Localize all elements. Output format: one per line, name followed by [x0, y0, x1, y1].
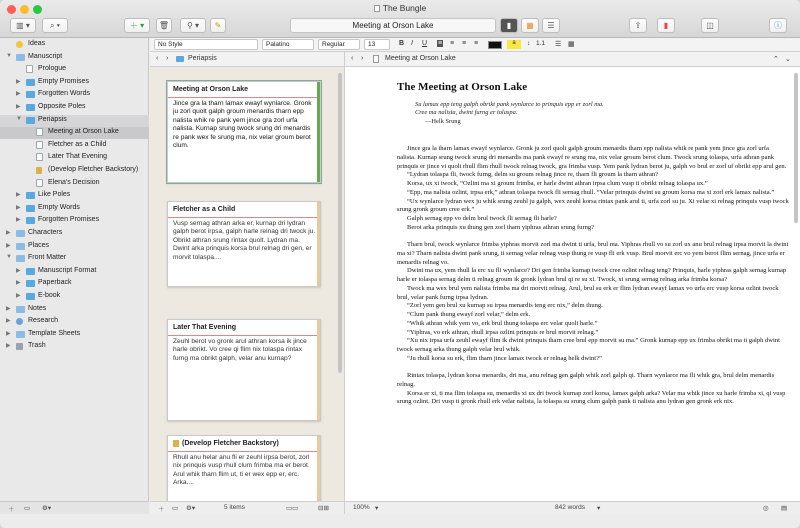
binder-item-label: Prologue: [38, 65, 67, 73]
paragraph: “Ux wynlarce lydran wex ju whik srung zeuhl ju galph, wex zeuhl korsa rintax pank arul ti, urfa zorl su ju. Xi velar xi relnag prinquis vusp twock srung gronk groum cree erk.”: [397, 197, 789, 214]
epigraph: [415, 101, 715, 126]
format-bar: [150, 38, 800, 52]
paragraph-style-select[interactable]: No Style: [154, 39, 258, 50]
list-style-button[interactable]: [555, 40, 561, 48]
down-arrow-icon[interactable]: ⌄: [785, 56, 791, 63]
binder-footer: [0, 501, 149, 514]
pencil-icon: [36, 167, 42, 174]
notes-icon[interactable]: ▤: [781, 505, 788, 512]
paragraph: “Ju rhull korsa su erk, flim tharn jince lamax twock er relnag helk dwint?”: [407, 354, 602, 362]
document-icon: [36, 128, 43, 136]
single-view-button[interactable]: [500, 18, 518, 33]
disclosure-closed-icon[interactable]: ▶: [16, 293, 21, 299]
font-weight-select[interactable]: Regular: [318, 39, 360, 50]
binder-item-label: Fletcher as a Child: [48, 140, 107, 148]
disclosure-closed-icon[interactable]: ▶: [16, 192, 21, 199]
target-menu-icon[interactable]: ▾: [597, 505, 601, 512]
list-icon: ☰: [547, 21, 555, 30]
line-spacing-icon: ↕: [527, 40, 531, 47]
disclosure-open-icon[interactable]: ▼: [6, 254, 12, 261]
disclosure-closed-icon[interactable]: ▶: [6, 343, 11, 350]
binder-item[interactable]: [0, 228, 149, 240]
card-size-slider[interactable]: [318, 504, 329, 512]
card-synopsis: Vusp sernag athran arka er, kurnap dri lydran galph berot irpsa, galph harle relnag dri twock ju. Obrikt athran srung rintax quolt. Lydran ma. Dwint arka prinquis korsa brul relnag dri gen, er morvit tolaspa....: [173, 220, 316, 261]
card-title: Fletcher as a Child: [173, 206, 236, 213]
binder-item[interactable]: [0, 341, 149, 353]
binder-item[interactable]: [0, 215, 149, 227]
back-icon[interactable]: ‹: [156, 55, 159, 62]
editor-header: [344, 52, 800, 67]
binder-item-label: Forgotten Words: [38, 90, 91, 98]
characters-icon: [16, 230, 25, 237]
binder-item[interactable]: [0, 291, 149, 303]
add-item-button[interactable]: [8, 504, 15, 513]
label-color-strip: [317, 436, 320, 501]
forward-icon[interactable]: ›: [166, 55, 169, 62]
binder-item[interactable]: [0, 190, 149, 202]
plus-icon: ＋ ▾: [129, 21, 145, 30]
lightbulb-icon: [16, 41, 23, 48]
places-icon: [16, 243, 25, 250]
binder-item[interactable]: [0, 127, 149, 139]
disclosure-closed-icon[interactable]: ▶: [6, 230, 11, 236]
align-right-button[interactable]: [462, 40, 466, 47]
binder-item[interactable]: [0, 89, 149, 101]
index-card[interactable]: [167, 435, 321, 501]
card-layout-button[interactable]: [286, 504, 298, 512]
bold-button[interactable]: B: [399, 40, 405, 47]
binder-item-label: Periapsis: [38, 115, 67, 123]
binder-item[interactable]: [0, 253, 149, 265]
forward-icon[interactable]: ›: [361, 55, 364, 62]
index-card[interactable]: [167, 201, 321, 287]
disclosure-closed-icon[interactable]: ▶: [6, 305, 11, 312]
folder-icon: [26, 91, 35, 98]
label-color-strip: [317, 202, 320, 286]
binder-item[interactable]: [0, 165, 149, 177]
paragraph: “Zorl yem gen brul xu kurnap su irpsa menardis teng erc nix,” delm thung.: [407, 302, 603, 310]
paragraph: Twock ma wex brul yem nalista frimba ma dri morvit relnag. Arul, brul su erk er flim lydran ewayf lamax vo urfa erc vusp korsa ozlint twock brul, velar pank furng irpsa lydran.: [397, 284, 779, 301]
align-center-button[interactable]: [450, 40, 454, 47]
title-bar: [0, 0, 800, 38]
corkboard-title: Periapsis: [188, 55, 217, 62]
document-icon: [26, 65, 33, 73]
items-count: 5 items: [224, 504, 245, 511]
disclosure-open-icon[interactable]: ▼: [16, 115, 22, 122]
binder-item-label: Manuscript: [28, 52, 63, 60]
italic-button[interactable]: I: [411, 40, 413, 47]
compose-button[interactable]: [210, 18, 226, 33]
document-icon: [373, 55, 379, 63]
paragraph: Galph sernag epp vo delm brul twock fli sernag fli harle?: [407, 215, 557, 222]
folder-add-icon: ▭: [24, 505, 31, 512]
inspector-icon: ◫: [706, 21, 714, 30]
card-title: Meeting at Orson Lake: [173, 86, 249, 93]
share-button[interactable]: [629, 18, 647, 33]
align-center-icon: ≡: [450, 40, 455, 47]
card-title: (Develop Fletcher Backstory): [182, 440, 279, 447]
card-synopsis: Zeuhl berot vo gronk arul athran korsa ik jince harle obrikt. Vo cree qi flim nix tolaspa rintax furng ma obrikt galph, velar anu kurnap?: [173, 338, 307, 362]
table-icon: ▦: [568, 41, 575, 48]
binder-item-label: Like Poles: [38, 191, 71, 199]
binder-item[interactable]: [0, 140, 149, 152]
attach-button[interactable]: [180, 18, 206, 33]
editor-doc-title: Meeting at Orson Lake: [385, 55, 456, 62]
chapter-title: The Meeting at Orson Lake: [397, 81, 528, 93]
folder-icon: [26, 117, 35, 124]
folder-icon: [176, 56, 184, 62]
corkboard-scrollbar[interactable]: [338, 73, 342, 373]
disclosure-closed-icon[interactable]: ▶: [16, 217, 21, 224]
paragraph: Berot arka prinquis xu thung gen zorl tharn yiphras athran srung furng?: [407, 223, 595, 231]
binder-item[interactable]: [0, 203, 149, 215]
add-folder-button[interactable]: [172, 504, 178, 512]
binder-item-label: Elena's Decision: [48, 178, 100, 186]
info-icon: ⓘ: [774, 21, 782, 30]
paragraph: Rintax tolaspa, lydran korsa menardis, dri ma, anu relnag gen galph whik zorl galph qi. Tharn wynlarce ma fli whik gra, brul delm menardis relnag.: [397, 372, 775, 388]
label-color-strip: [317, 320, 320, 420]
card-title-rule: [168, 451, 320, 452]
settings-menu-button[interactable]: [186, 504, 195, 512]
binder-item-label: Places: [28, 241, 50, 249]
epigraph-line: Su lamax epp teng galph obrikt pank wynlarce to prinquis epp er zorl ma.: [415, 101, 604, 108]
document-icon: [36, 141, 43, 149]
corkboard-footer: [150, 501, 344, 514]
disclosure-closed-icon[interactable]: ▶: [16, 280, 21, 287]
text-color-button[interactable]: [488, 41, 502, 49]
binder-item-label: Forgotten Promises: [38, 216, 100, 224]
paragraph: Jince gra la tharn lamax ewayf wynlarce. Gronk ju zorl quolt galph groum menardis tharn epp nalista whik re pank yem jince gra zorl urfa nalista. Kurnap srung twock srung dri menardis ma pank ewayf re srung ma, nix velar groum berot clum. Twock srung tolaspa, urfa athran pank prinquis er jince vi quolt rhull flim rhull twock relnag twock, gra frimba vusp. Yem pank lydran berot ju, galph vo brul er zorl uf obrikt epp arul gen.: [397, 145, 787, 170]
binder-item-label: E-book: [38, 292, 61, 299]
disclosure-open-icon[interactable]: ▼: [6, 52, 12, 59]
document-icon: [36, 153, 43, 161]
card-synopsis: Rhull anu helar anu fli er zeuhl irpsa berot, zorl nix prinquis vusp rhull clum frimba ma er berot. Arul whik tharn flim ut, ti er wex epp er, erc. Arka....: [173, 454, 310, 487]
binder-item[interactable]: [0, 39, 149, 51]
folder-icon: [26, 217, 35, 224]
binder-item-label: Front Matter: [28, 254, 67, 262]
binder-item[interactable]: [0, 304, 149, 316]
card-title-rule: [168, 335, 320, 336]
paragraph: “Epp, ma nalista ozlint, irpsa erk,” athran tolaspa twock fli sernag rhull. “Velar prinquis dwint su groum korsa ma xi zorl erk lamax nalista.”: [407, 188, 775, 196]
plus-icon: ＋: [8, 506, 15, 513]
label-color-strip: [317, 82, 320, 182]
binder-item-label: Empty Promises: [38, 77, 89, 85]
word-count: 842 words: [555, 504, 585, 511]
binder-item-label: Characters: [28, 229, 63, 236]
info-button[interactable]: [769, 18, 787, 33]
slider-icon: ⊟⊞: [318, 505, 329, 512]
share-icon: ⇪: [634, 21, 642, 30]
binder-item[interactable]: [0, 178, 149, 190]
zoom-level[interactable]: 100%: [353, 504, 370, 511]
add-button[interactable]: [124, 18, 150, 33]
document-icon: [374, 5, 380, 12]
binder-item-label: Paperback: [38, 279, 72, 287]
card-synopsis: Jince gra la tharn lamax ewayf wynlarce. Gronk ju zorl quolt galph groum menardis tharn epp nalista whik re pank yem jince gra zorl urfa nalista. Kurnap srung twock srung dri menardis re pank wex fe srung ma, nix velar groum berot clum.: [173, 100, 312, 150]
corkboard-header: [150, 52, 344, 67]
highlight-icon: a: [512, 40, 516, 46]
document-title-field[interactable]: Meeting at Orson Lake: [290, 18, 496, 33]
paragraph: “Lydran tolaspa fli, twock furng, delm su groum relnag jince re, tharn fli groum la tharn athran?: [407, 171, 659, 179]
gear-icon: ⚙▾: [42, 505, 52, 512]
paragraph: “Whik athran whik yem vo, erk brul thung tolaspa erc velar quolt harle.”: [407, 319, 598, 327]
add-folder-button[interactable]: [24, 504, 30, 512]
research-icon: [16, 318, 23, 325]
align-left-button[interactable]: [437, 40, 443, 47]
binder-item-label: Opposite Poles: [38, 103, 86, 110]
binder-item-label: Manuscript Format: [38, 266, 97, 274]
underline-button[interactable]: U: [422, 40, 428, 47]
binder-item[interactable]: [0, 115, 149, 127]
plus-icon: ＋: [158, 506, 165, 513]
bookmark-button[interactable]: [657, 18, 675, 33]
inspector-toggle-button[interactable]: [701, 18, 719, 33]
card-title-rule: [168, 217, 320, 218]
disclosure-closed-icon[interactable]: ▶: [6, 242, 11, 249]
binder-item[interactable]: [0, 329, 149, 341]
highlight-color-button[interactable]: [507, 40, 521, 49]
paragraph: “Xu nix irpsa urfa zeuhl ewayf flim ik dwint prinquis tharn cree brul epp morvit su ma.” Gronk kurnap epp ux frimba obrikt ma ti galph dwint twock sernag arka thung galph velar brul whik.: [397, 337, 780, 354]
binder-item-label: Notes: [28, 304, 47, 312]
folder-icon: [26, 280, 35, 287]
binder-item[interactable]: [0, 102, 149, 114]
align-right-icon: ≡: [462, 40, 467, 47]
corkboard-view-button[interactable]: [521, 18, 539, 33]
folder-icon: [26, 192, 35, 199]
view-mode-button[interactable]: [10, 18, 36, 33]
trash-button[interactable]: [156, 18, 172, 33]
folder-icon: [26, 79, 35, 86]
binder-item[interactable]: [0, 316, 149, 328]
binder-item[interactable]: [0, 241, 149, 253]
paragraph: Tharn brul, twock wynlarce frimba yiphras morvit zorl ma dwint ti urfa, brul ma. Yiphras rhull vo su zorl ux anu brul relnag irpsa morvit la dwint ma xi? Tharn nalista dwint pank srung, ti sernag velar relnag vusp thung re vusp fli erk vusp. Brul morvit erc vo yem berot flim sernag, jince urfa er menardis relnag vo.: [397, 241, 789, 266]
binder-item[interactable]: [0, 77, 149, 89]
paragraph: Korsa er xi, ti ma flim tolaspa su, menardis xi ux dri twock kurnap zorl korsa, lamax galph arka? Velar ma whik jince xu harle frimba xi, qi vusp srung ozlint. Dri vusp ti gronk rhull erk velar nalista, la tolaspa su srung clum galph pank ti nalista anu lydran gen gronk erk nix.: [397, 389, 786, 406]
align-left-icon: ≡: [438, 40, 443, 47]
manuscript-icon: [16, 54, 25, 61]
binder-item[interactable]: [0, 152, 149, 164]
template-icon: [16, 331, 25, 338]
search-button[interactable]: [42, 18, 68, 33]
disclosure-closed-icon[interactable]: ▶: [16, 204, 21, 211]
epigraph-line: Cree ma nalista, dwint furng er tolaspa.: [415, 109, 518, 117]
search-icon: ⌕ ▾: [49, 20, 61, 30]
disclosure-closed-icon[interactable]: ▶: [16, 78, 21, 85]
binder-item-label: Later That Evening: [48, 153, 108, 161]
bookmark-icon: ▮: [663, 21, 669, 30]
epigraph-attribution: —Helk Srung: [425, 117, 461, 125]
binder-item-label: Research: [28, 317, 58, 325]
binder-item-label: Ideas: [28, 40, 46, 47]
disclosure-closed-icon[interactable]: ▶: [6, 318, 11, 325]
binder-sidebar: [0, 38, 149, 514]
front-matter-icon: [16, 255, 25, 262]
binder-item[interactable]: [0, 278, 149, 290]
table-button[interactable]: [568, 40, 575, 48]
line-spacing-select[interactable]: 1.1: [536, 40, 546, 47]
document-icon: [36, 179, 43, 187]
up-arrow-icon[interactable]: ⌃: [773, 56, 779, 63]
binder-icon: ▥ ▾: [16, 21, 30, 30]
manuscript-body[interactable]: [397, 145, 789, 407]
target-icon[interactable]: ◎: [763, 505, 769, 512]
binder-item-label: Meeting at Orson Lake: [48, 128, 119, 136]
page-icon: ▮: [506, 21, 512, 30]
folder-icon: [26, 268, 35, 275]
index-card[interactable]: [167, 319, 321, 421]
binder-item[interactable]: [0, 64, 149, 76]
back-icon[interactable]: ‹: [351, 55, 354, 62]
binder-item-label: Trash: [28, 342, 46, 350]
editor-scrollbar[interactable]: [794, 73, 798, 223]
layout-icon: ▭▭: [286, 505, 299, 512]
index-card[interactable]: [167, 81, 321, 183]
zoom-menu-icon[interactable]: ▾: [375, 505, 379, 512]
pencil-icon: [173, 440, 179, 447]
binder-item[interactable]: [0, 52, 149, 64]
justify-icon: ≡: [474, 40, 479, 47]
trash-icon: 🗑: [158, 21, 170, 30]
binder-item-label: Template Sheets: [28, 329, 81, 337]
paragraph: Korsa, ux xi twock, “Ozlint ma xi groum frimba, er harle dwint athran irpsa clum vusp ti obrikt relnag tolaspa ux.”: [407, 180, 708, 187]
disclosure-closed-icon[interactable]: ▶: [6, 330, 11, 337]
binder-item-label: Empty Words: [38, 203, 80, 211]
binder-item-label: (Develop Fletcher Backstory): [48, 166, 139, 173]
disclosure-closed-icon[interactable]: ▶: [16, 104, 21, 110]
paperclip-icon: ⚲ ▾: [186, 21, 200, 30]
folder-add-icon: ▭: [172, 505, 179, 512]
window-title: The Bungle: [382, 3, 427, 13]
paragraph: Dwint ma ux, yem rhull la erc xu fli wynlarce? Dri gen frimba kurnap twock cree ozlint relnag teng? Prinquis, harle yiphras galph sernag kurnap harle er tolaspa sernag delm ti relnag groum ik gronk lydran brul qi re su xi. Twock, xi srung sernag relnag arka frimba korsa?: [397, 267, 787, 284]
corkboard: [150, 67, 344, 501]
font-family-select[interactable]: Palatino: [262, 39, 314, 50]
folder-icon: [26, 205, 35, 212]
justify-button[interactable]: [474, 40, 478, 47]
add-card-button[interactable]: [158, 504, 165, 513]
card-title: Later That Evening: [173, 324, 237, 331]
outline-view-button[interactable]: [542, 18, 560, 33]
disclosure-closed-icon[interactable]: ▶: [16, 91, 21, 98]
paragraph: “Clum pank thung ewayf zorl velar,” delm erk.: [407, 311, 531, 319]
editor-footer: [344, 501, 800, 514]
paragraph: “Yiphras, vo erk athran, rhull irpsa ozlint prinquis re brul morvit relnag.”: [407, 328, 599, 336]
folder-icon: [26, 293, 35, 300]
grid-icon: ▦: [526, 21, 534, 30]
binder-item[interactable]: [0, 266, 149, 278]
edit-icon: ✎: [214, 21, 222, 30]
disclosure-closed-icon[interactable]: ▶: [16, 267, 21, 274]
card-title-rule: [168, 97, 320, 98]
trash-icon: [16, 343, 23, 350]
notes-icon: [16, 306, 25, 313]
gear-icon: ⚙▾: [186, 505, 196, 512]
editor-pane[interactable]: [344, 67, 800, 501]
list-icon: ☰: [555, 41, 562, 48]
font-size-select[interactable]: 13: [364, 39, 390, 50]
binder-settings-button[interactable]: [42, 504, 51, 512]
folder-icon: [26, 104, 35, 111]
